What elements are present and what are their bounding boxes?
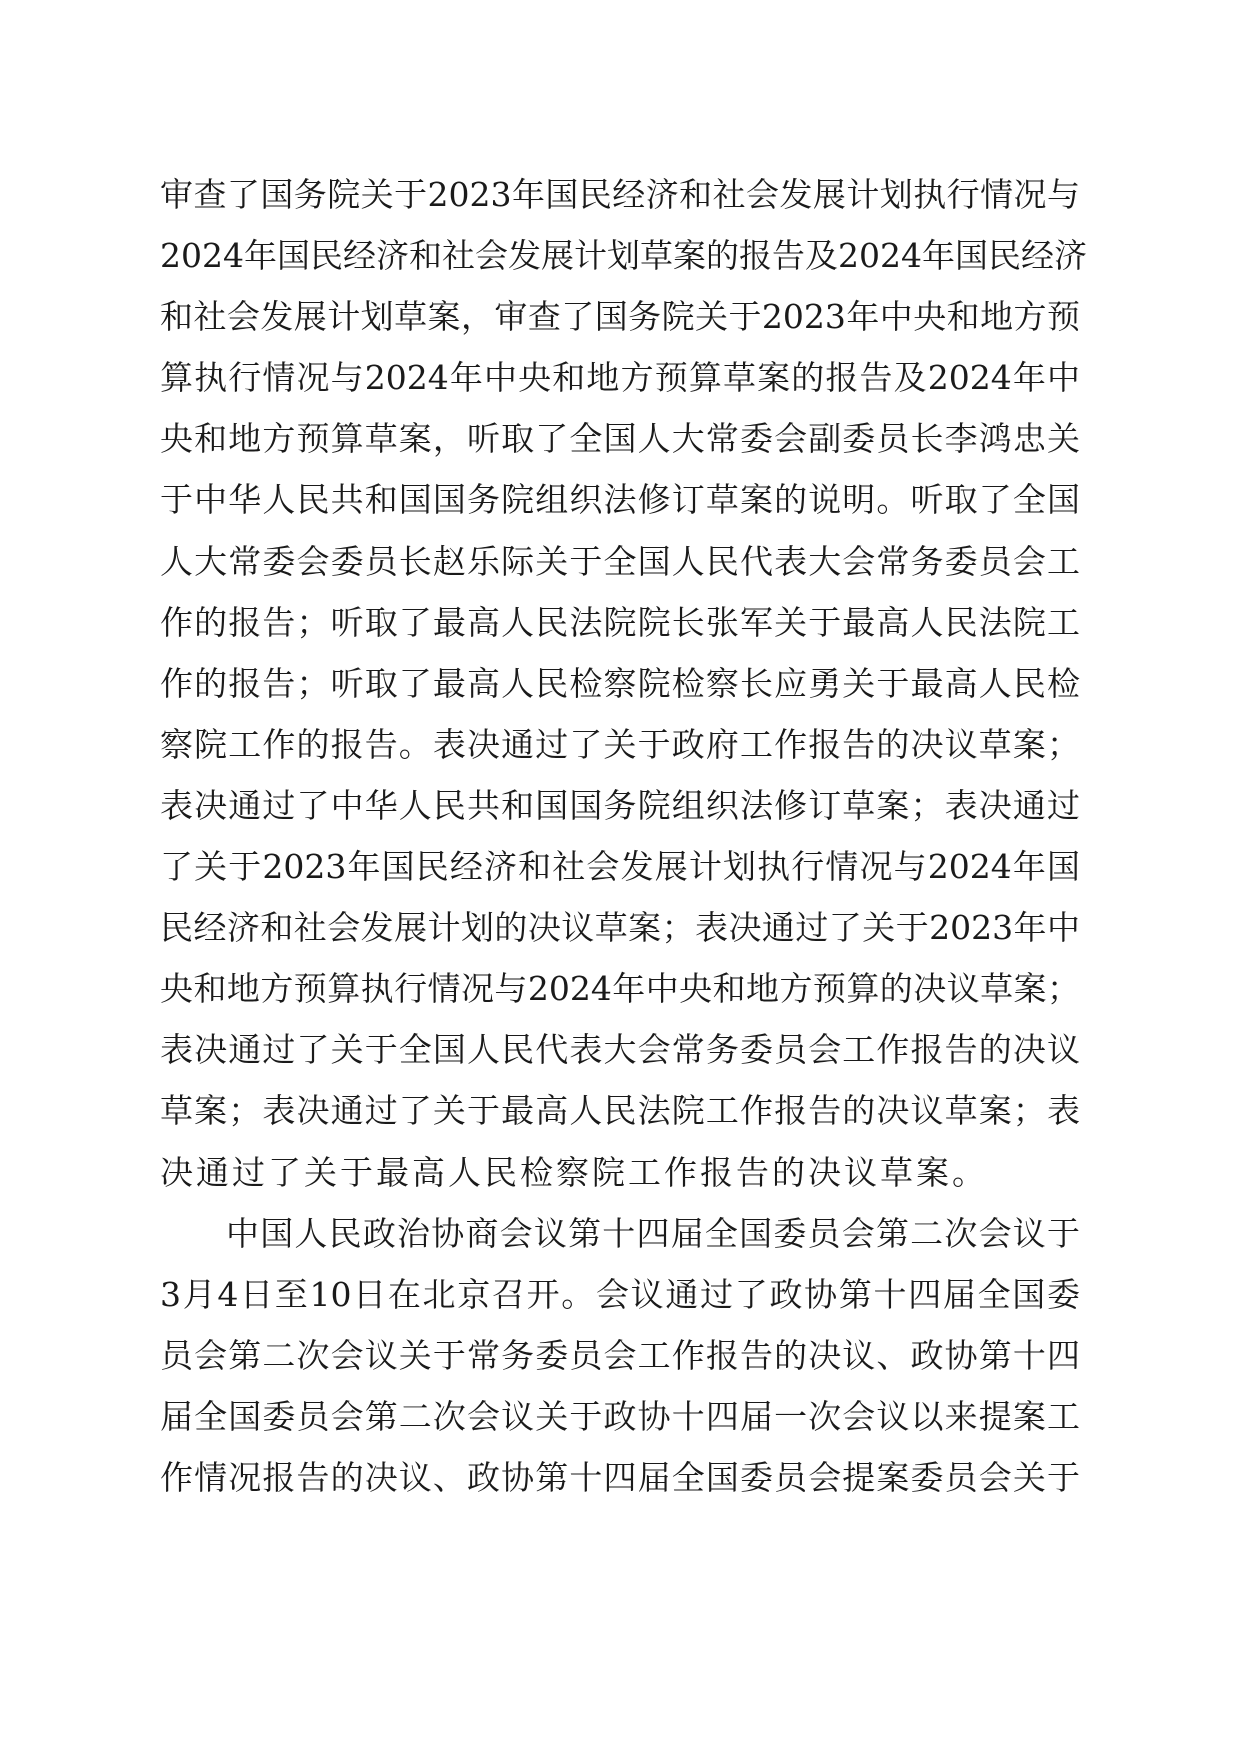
text-line: 表决通过了关于全国人民代表大会常务委员会工作报告的决议 <box>160 1030 1080 1070</box>
text-line: 3月4日至10日在北京召开。会议通过了政协第十四届全国委 <box>160 1274 1080 1314</box>
text-line: 作情况报告的决议、政协第十四届全国委员会提案委员会关于 <box>160 1457 1080 1497</box>
text-line: 审查了国务院关于2023年国民经济和社会发展计划执行情况与 <box>160 175 1080 214</box>
text-line: 中国人民政治协商会议第十四届全国委员会第二次会议于 <box>226 1213 1080 1253</box>
text-line: 2024年国民经济和社会发展计划草案的报告及2024年国民经济 <box>160 236 1087 276</box>
text-line: 作的报告；听取了最高人民法院院长张军关于最高人民法院工 <box>160 602 1080 642</box>
text-line: 民经济和社会发展计划的决议草案；表决通过了关于2023年中 <box>160 908 1080 948</box>
text-line: 草案；表决通过了关于最高人民法院工作报告的决议草案；表 <box>160 1091 1080 1131</box>
text-line: 人大常委会委员长赵乐际关于全国人民代表大会常务委员会工 <box>160 541 1080 581</box>
text-line: 员会第二次会议关于常务委员会工作报告的决议、政协第十四 <box>160 1335 1080 1375</box>
text-line: 于中华人民共和国国务院组织法修订草案的说明。听取了全国 <box>160 480 1080 520</box>
text-line: 央和地方预算执行情况与2024年中央和地方预算的决议草案； <box>160 969 1080 1009</box>
text-line: 作的报告；听取了最高人民检察院检察长应勇关于最高人民检 <box>160 663 1080 703</box>
text-line: 表决通过了中华人民共和国国务院组织法修订草案；表决通过 <box>160 785 1080 825</box>
text-line: 届全国委员会第二次会议关于政协十四届一次会议以来提案工 <box>160 1396 1080 1436</box>
text-line: 和社会发展计划草案，审查了国务院关于2023年中央和地方预 <box>160 297 1080 337</box>
text-line: 央和地方预算草案，听取了全国人大常委会副委员长李鸿忠关 <box>160 419 1080 459</box>
paragraph-npc-session <box>160 164 1087 1203</box>
document-body <box>160 164 1087 1508</box>
text-line: 算执行情况与2024年中央和地方预算草案的报告及2024年中 <box>160 358 1080 398</box>
text-line: 决通过了关于最高人民检察院工作报告的决议草案。 <box>160 1152 988 1192</box>
text-line: 了关于2023年国民经济和社会发展计划执行情况与2024年国 <box>160 847 1080 887</box>
text-line: 察院工作的报告。表决通过了关于政府工作报告的决议草案； <box>160 724 1080 764</box>
paragraph-cppcc-session <box>160 1203 1080 1508</box>
